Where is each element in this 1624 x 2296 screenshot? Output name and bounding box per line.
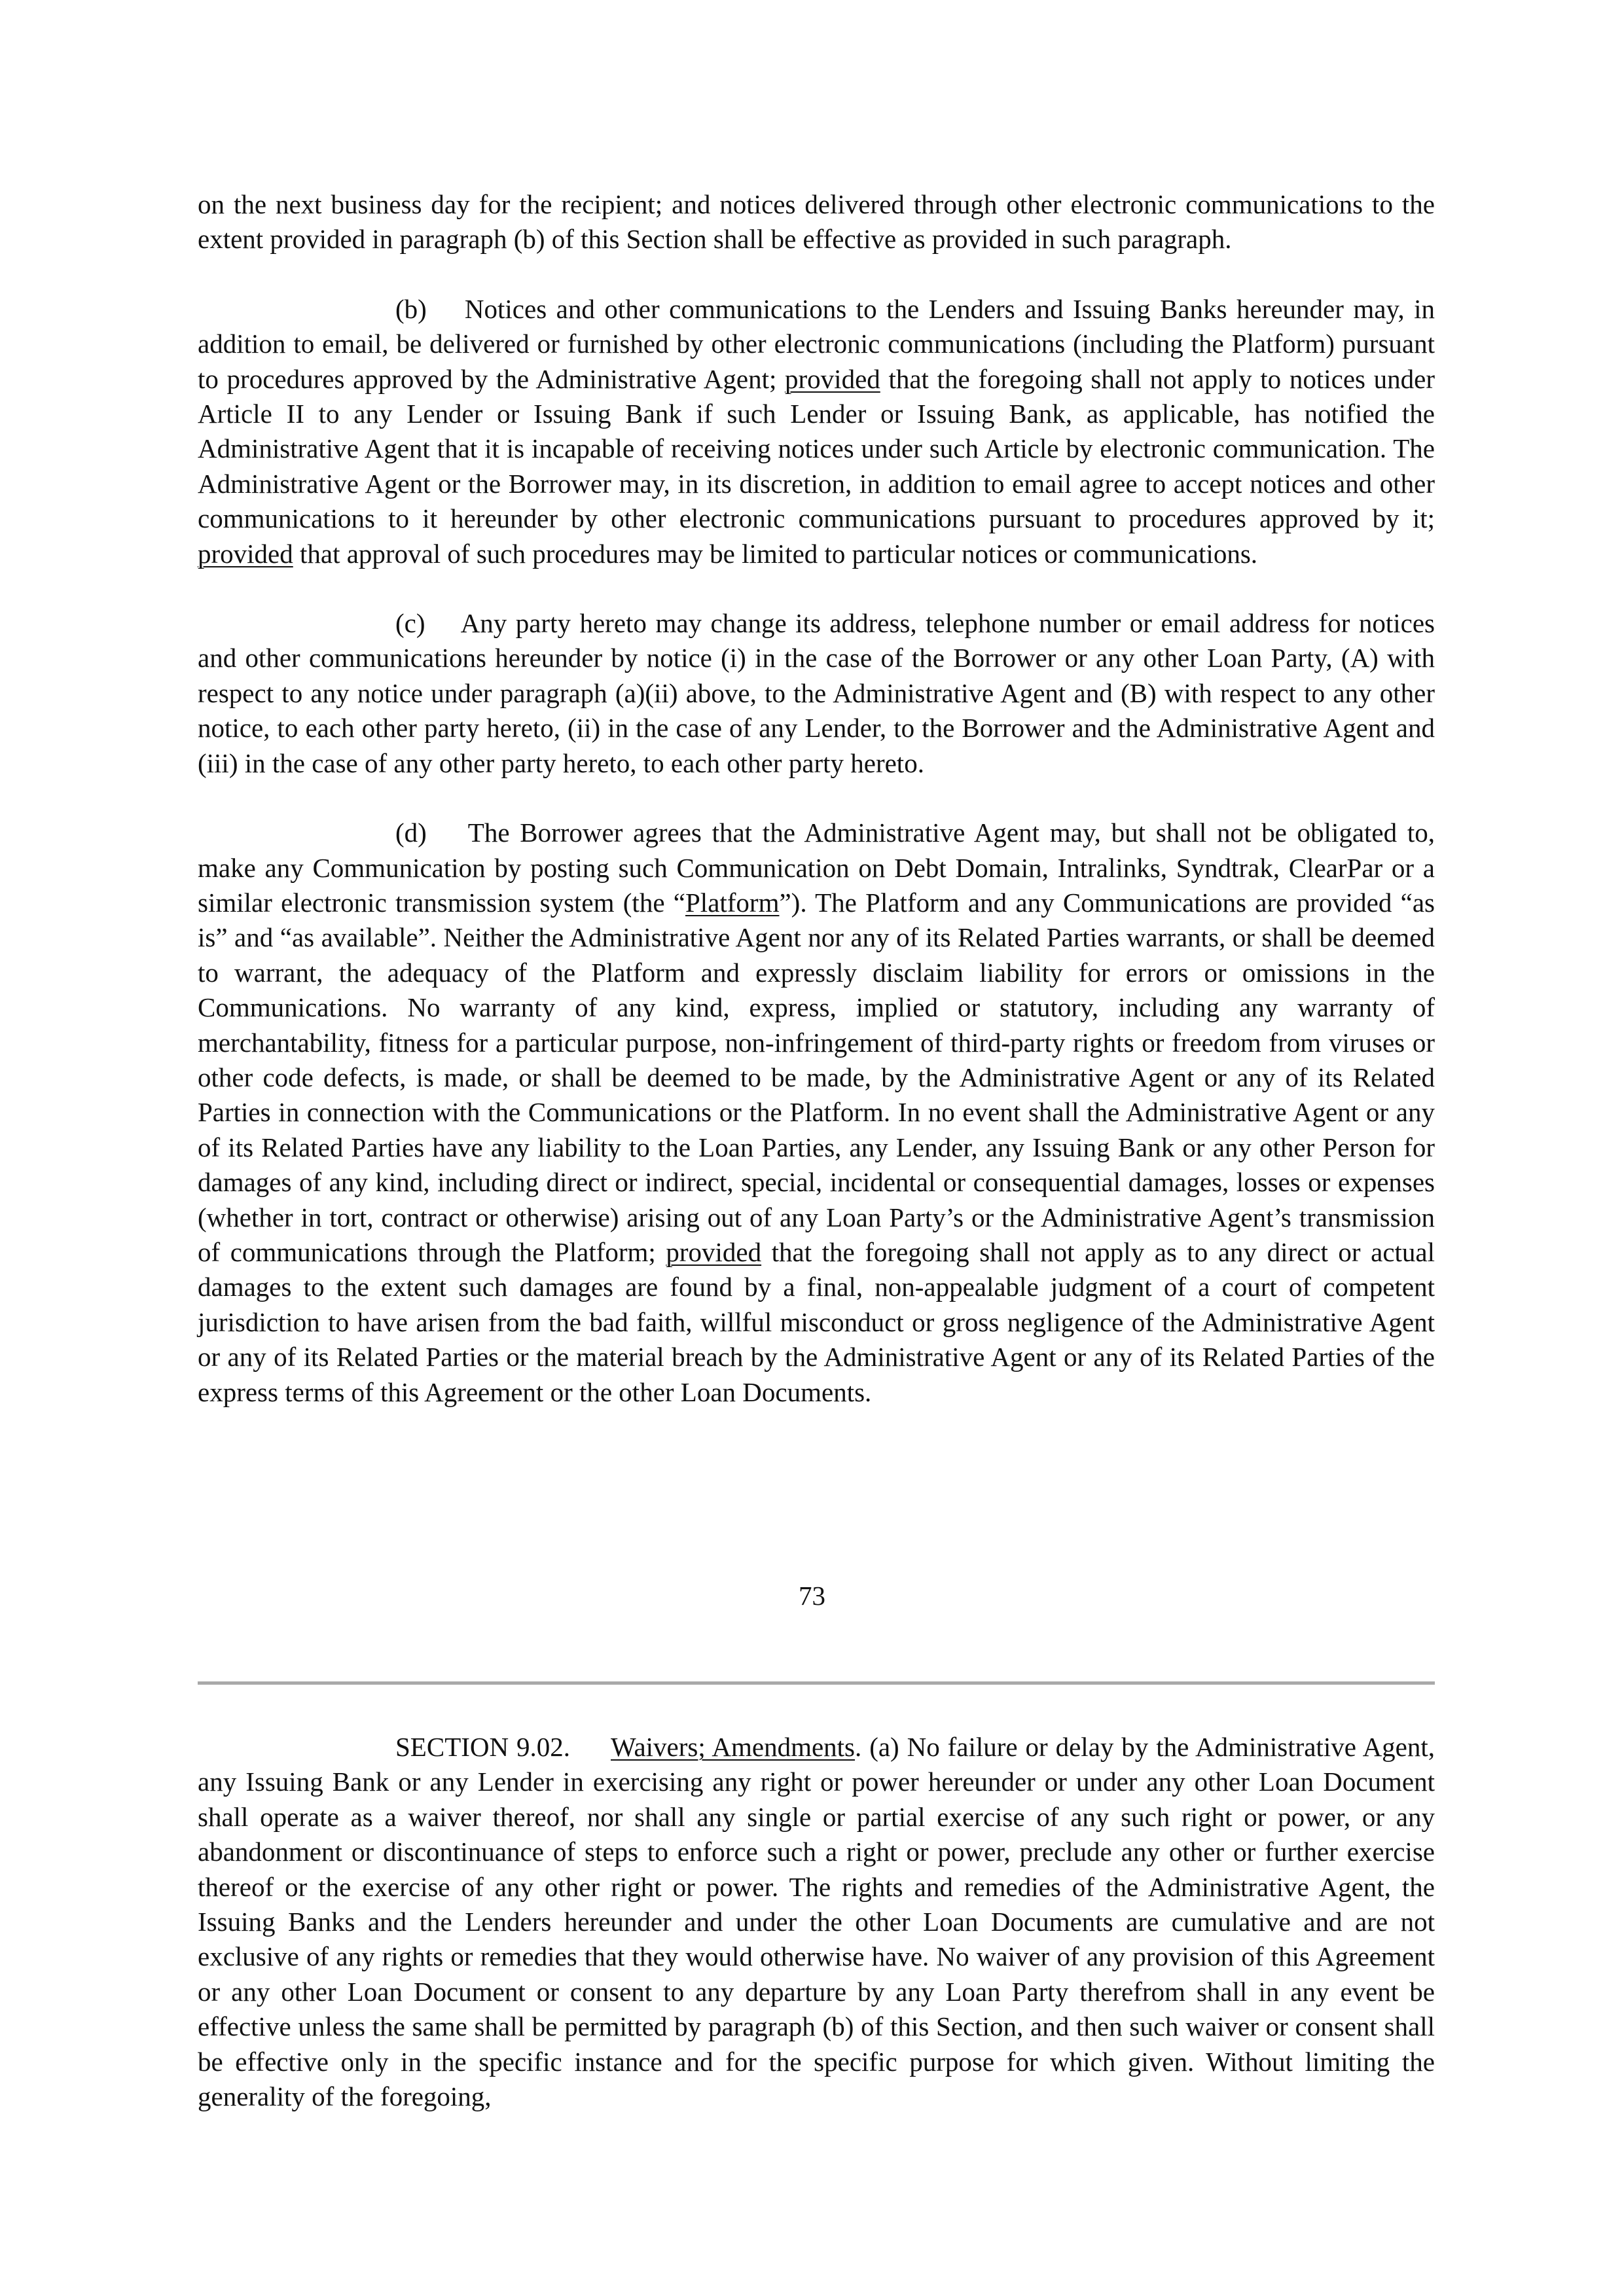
provided-term: provided [666, 1236, 762, 1267]
paragraph-c [198, 606, 1435, 781]
paragraph-b-label: (b) [395, 293, 427, 324]
paragraph-c-label: (c) [395, 608, 425, 639]
paragraph-b-text-3: that approval of such procedures may be limited to particular notices or communications. [293, 538, 1258, 569]
paragraph-d-text-3: that the foregoing shall not apply as to any direct or actual damages to the extent such damages are found by a final, non-appealable judgment of a court of competent jurisdiction to have arisen from the bad faith, willful misconduct or gross negligence of the Administrative Agent or any of its Related Parties or the material breach by the Administrative Agent or any of its Related Parties of the express terms of this Agreement or the other Loan Documents. [198, 1236, 1435, 1407]
page-divider [198, 1681, 1435, 1685]
section-title: Waivers; Amendments [611, 1732, 856, 1762]
page-number: 73 [799, 1581, 825, 1611]
paragraph-d-text-1: The Borrower agrees that the Administrative Agent may, but shall not be obligated to, make any Communication by posting such Communication on Debt Domain, Intralinks, Syndtrak, ClearPar or a similar electronic transmission system (the “ [198, 817, 1435, 918]
paragraph-b-text-1: Notices and other communications to the Lenders and Issuing Banks hereunder may, in addition to email, be delivered or furnished by other electronic communications (including the Platform) pursuant to procedures approved by the Administrative Agent; [198, 293, 1435, 394]
paragraph-intro-text: on the next business day for the recipient; and notices delivered through other electronic communications to the extent provided in paragraph (b) of this Section shall be effective as provided in such paragraph. [198, 189, 1435, 255]
page-74-body [198, 1730, 1435, 2114]
paragraph-intro [198, 187, 1435, 257]
paragraph-d-text-2: ”). The Platform and any Communications are provided “as is” and “as available”. Neither the Administrative Agent nor any of its Related Parties warrants, or shall be deemed to warrant, the adequacy of the Platform and expressly disclaim liability for errors or omissions in the Communications. No warranty of any kind, express, implied or statutory, including any warranty of merchantability, fitness for a particular purpose, non-infringement of third-party rights or freedom from viruses or other code defects, is made, or shall be deemed to be made, by the Administrative Agent or any of its Related Parties in connection with the Communications or the Platform. In no event shall the Administrative Agent or any of its Related Parties have any liability to the Loan Parties, any Lender, any Issuing Bank or any other Person for damages of any kind, including direct or indirect, special, incidental or consequential damages, losses or expenses (whether in tort, contract or otherwise) arising out of any Loan Party’s or the Administrative Agent’s transmission of communications through the Platform; [198, 887, 1435, 1267]
paragraph-c-text: Any party hereto may change its address, telephone number or email address for notices and other communications hereunder by notice (i) in the case of the Borrower or any other Loan Party, (A) with respect to any notice under paragraph (a)(ii) above, to the Administrative Agent and (B) with respect to any other notice, to each other party hereto, (ii) in the case of any Lender, to the Borrower and the Administrative Agent and (iii) in the case of any other party hereto, to each other party hereto. [198, 608, 1435, 778]
paragraph-d-label: (d) [395, 817, 427, 848]
section-9-02-text: . (a) No failure or delay by the Administrative Agent, any Issuing Bank or any Lender in exercising any right or power hereunder or under any other Loan Document shall operate as a waiver thereof, nor shall any single or partial exercise of any such right or power, or any abandonment or discontinuance of steps to enforce such a right or power, preclude any other or further exercise thereof or the exercise of any other right or power. The rights and remedies of the Administrative Agent, the Issuing Banks and the Lenders hereunder and under the other Loan Documents are cumulative and are not exclusive of any rights or remedies that they would otherwise have. No waiver of any provision of this Agreement or any other Loan Document or consent to any departure by any Loan Party therefrom shall in any event be effective unless the same shall be permitted by paragraph (b) of this Section, and then such waiver or consent shall be effective only in the specific instance and for the specific purpose for which given. Without limiting the generality of the foregoing, [198, 1732, 1435, 2112]
provided-term: provided [785, 363, 880, 394]
platform-term: Platform [685, 887, 780, 918]
section-9-02-paragraph [198, 1730, 1435, 2114]
provided-term: provided [198, 538, 293, 569]
paragraph-b-text-2: that the foregoing shall not apply to notices under Article II to any Lender or Issuing Bank if such Lender or Issuing Bank, as applicable, has notified the Administrative Agent that it is incapable of receiving notices under such Article by electronic communication. The Administrative Agent or the Borrower may, in its discretion, in addition to email agree to accept notices and other communications to it hereunder by other electronic communications pursuant to procedures approved by it; [198, 363, 1435, 534]
paragraph-d [198, 816, 1435, 1410]
page-73-body [198, 187, 1435, 1410]
paragraph-b [198, 292, 1435, 571]
section-label: SECTION 9.02. [395, 1732, 571, 1762]
